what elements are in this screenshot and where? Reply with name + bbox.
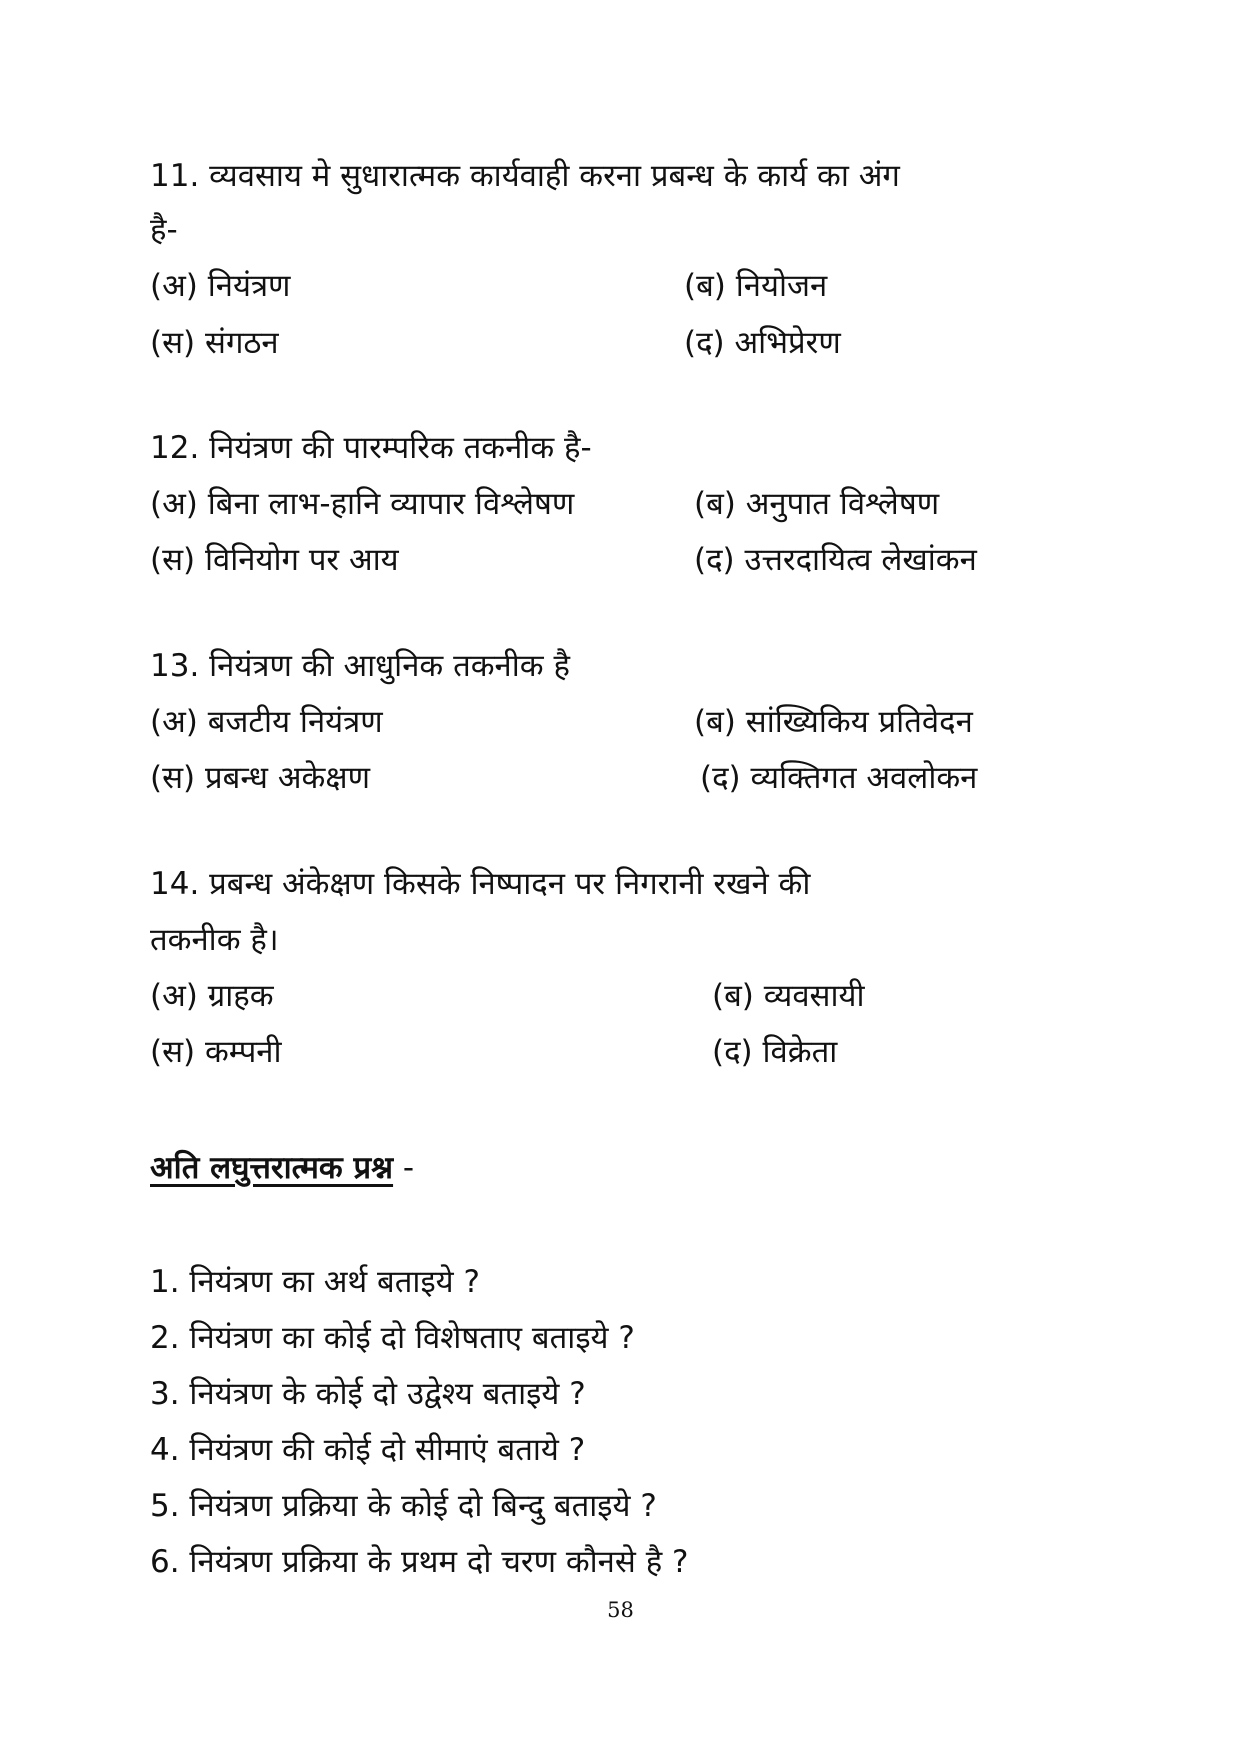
short-question-1: 1. नियंत्रण का अर्थ बताइये ? xyxy=(150,1264,480,1300)
question-13-option-a: (अ) बजटीय नियंत्रण xyxy=(150,704,383,740)
question-12-option-d: (द) उत्तरदायित्व लेखांकन xyxy=(694,542,977,578)
section-heading-text: अति लघुत्तरात्मक प्रश्न xyxy=(150,1150,394,1186)
question-12-option-a: (अ) बिना लाभ-हानि व्यापार विश्लेषण xyxy=(150,486,575,522)
question-12-option-c: (स) विनियोग पर आय xyxy=(150,542,399,578)
question-14-text-continued: तकनीक है। xyxy=(150,922,279,958)
question-14-option-d: (द) विक्रेता xyxy=(712,1034,838,1070)
short-question-5: 5. नियंत्रण प्रक्रिया के कोई दो बिन्दु बताइये ? xyxy=(150,1488,657,1524)
question-13-option-d: (द) व्यक्तिगत अवलोकन xyxy=(700,760,978,796)
question-13-text: 13. नियंत्रण की आधुनिक तकनीक है xyxy=(150,648,570,684)
question-11-text: 11. व्यवसाय मे सुधारात्मक कार्यवाही करना प्रबन्ध के कार्य का अंग xyxy=(150,158,900,194)
question-11-option-b: (ब) नियोजन xyxy=(684,268,828,304)
question-14-option-a: (अ) ग्राहक xyxy=(150,978,274,1014)
question-14-option-b: (ब) व्यवसायी xyxy=(712,978,865,1014)
short-question-2: 2. नियंत्रण का कोई दो विशेषताए बताइये ? xyxy=(150,1320,635,1356)
question-11-option-c: (स) संगठन xyxy=(150,325,279,361)
question-14-text: 14. प्रबन्ध अंकेक्षण किसके निष्पादन पर निगरानी रखने की xyxy=(150,866,811,902)
question-13-option-c: (स) प्रबन्ध अकेक्षण xyxy=(150,760,370,796)
question-12-option-b: (ब) अनुपात विश्लेषण xyxy=(694,486,940,522)
section-heading xyxy=(150,1148,414,1188)
short-question-4: 4. नियंत्रण की कोई दो सीमाएं बताये ? xyxy=(150,1432,586,1468)
short-question-3: 3. नियंत्रण के कोई दो उद्वेश्य बताइये ? xyxy=(150,1376,586,1412)
question-11-text-continued: है- xyxy=(150,212,178,248)
page-number: 58 xyxy=(607,1598,634,1622)
question-11-option-d: (द) अभिप्रेरण xyxy=(684,325,841,361)
question-11-option-a: (अ) नियंत्रण xyxy=(150,268,291,304)
section-heading-suffix: - xyxy=(393,1150,415,1186)
question-13-option-b: (ब) सांख्यिकिय प्रतिवेदन xyxy=(694,704,973,740)
short-question-6: 6. नियंत्रण प्रक्रिया के प्रथम दो चरण कौनसे है ? xyxy=(150,1544,689,1580)
question-12-text: 12. नियंत्रण की पारम्परिक तकनीक है- xyxy=(150,430,592,466)
question-14-option-c: (स) कम्पनी xyxy=(150,1034,282,1070)
